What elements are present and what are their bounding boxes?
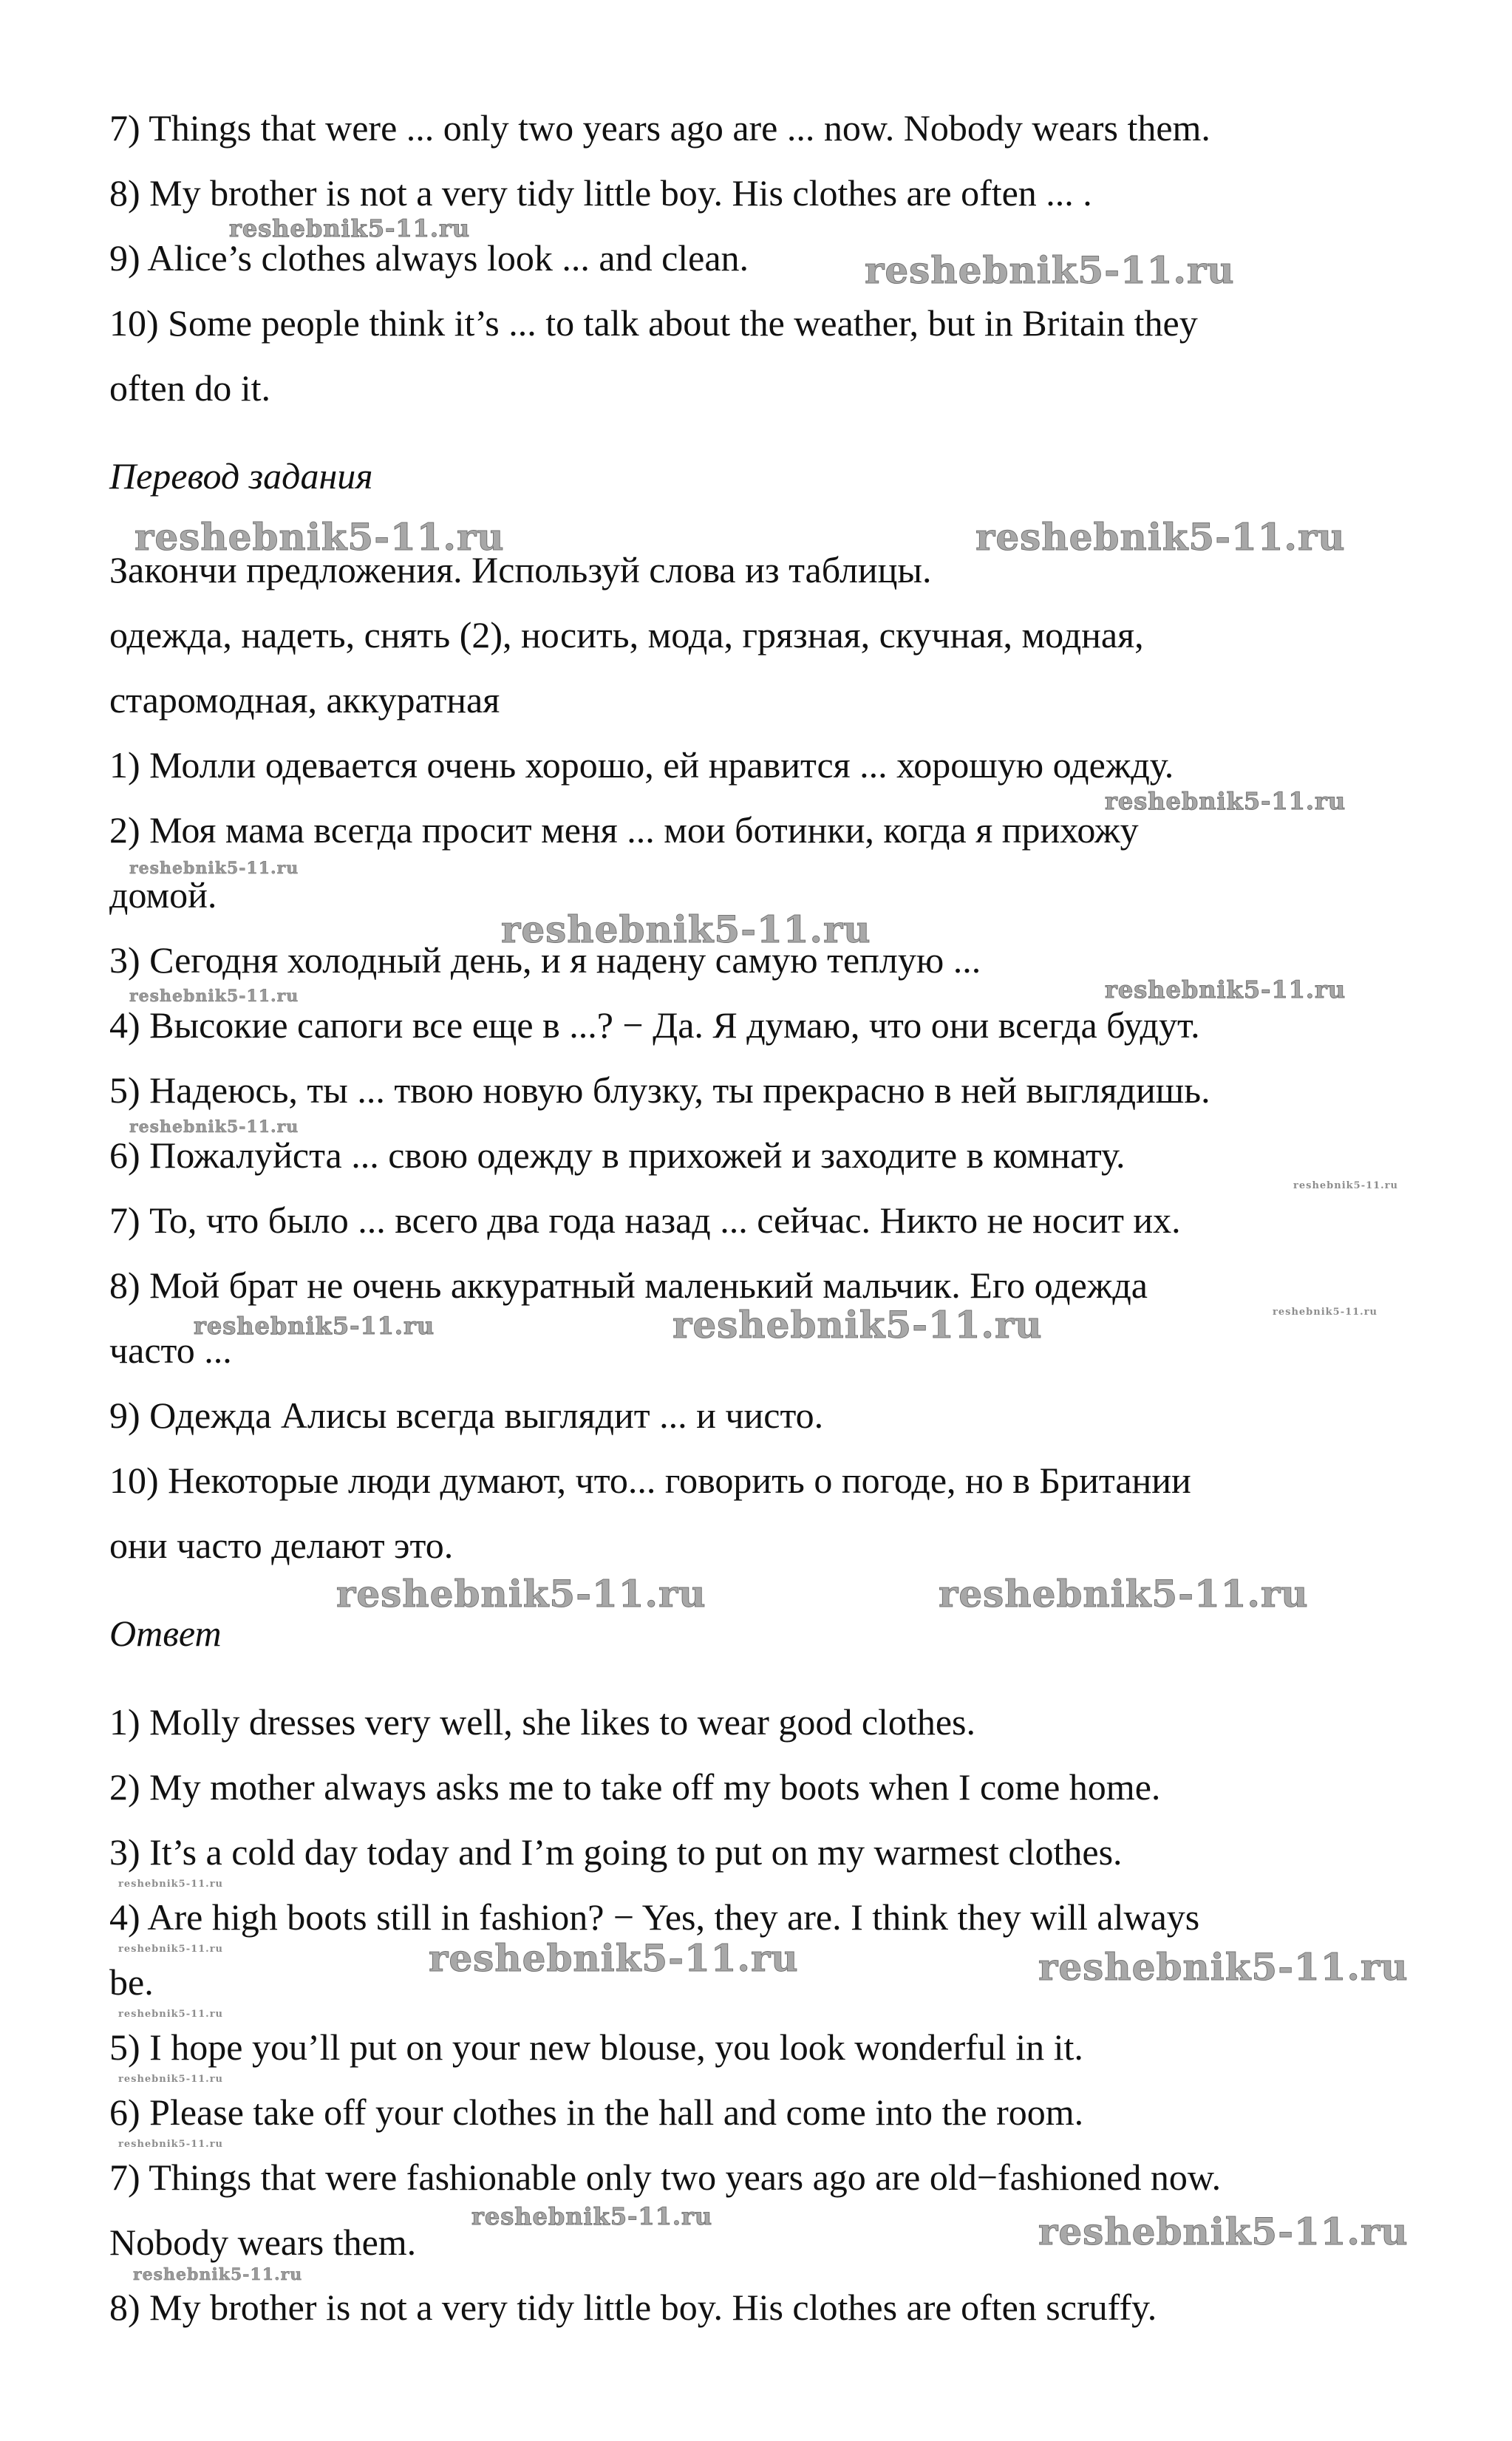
translation-line: 4) Высокие сапоги все еще в ...? − Да. Я думаю, что они всегда будут. — [109, 1004, 1200, 1046]
watermark: reshebnik5-11.ru — [975, 515, 1346, 559]
watermark: reshebnik5-11.ru — [129, 859, 299, 878]
watermark: reshebnik5-11.ru — [118, 1879, 224, 1890]
translation-words-line-2: старомодная, аккуратная — [109, 679, 500, 721]
answer-line: 4) Are high boots still in fashion? − Yes, they are. I think they will always — [109, 1896, 1200, 1938]
exercise-line-10-cont: often do it. — [109, 367, 271, 409]
watermark: reshebnik5-11.ru — [336, 1572, 706, 1616]
translation-line: 6) Пожалуйста ... свою одежду в прихожей и заходите в комнату. — [109, 1134, 1126, 1176]
answer-line: 2) My mother always asks me to take off my boots when I come home. — [109, 1766, 1161, 1808]
exercise-line-9: 9) Alice’s clothes always look ... and clean. — [109, 237, 749, 279]
translation-line: 3) Сегодня холодный день, и я надену самую теплую ... — [109, 939, 981, 981]
translation-words-line-1: одежда, надеть, снять (2), носить, мода, грязная, скучная, модная, — [109, 614, 1144, 656]
watermark: reshebnik5-11.ru — [501, 908, 871, 951]
exercise-line-8: 8) My brother is not a very tidy little boy. His clothes are often ... . — [109, 172, 1092, 214]
answer-line: 8) My brother is not a very tidy little boy. His clothes are often scruffy. — [109, 2287, 1157, 2328]
watermark: reshebnik5-11.ru — [672, 1303, 1043, 1347]
translation-line: 10) Некоторые люди думают, что... говорить о погоде, но в Британии — [109, 1460, 1191, 1501]
watermark: reshebnik5-11.ru — [133, 2265, 303, 2284]
watermark: reshebnik5-11.ru — [1105, 976, 1346, 1004]
translation-line: часто ... — [109, 1330, 232, 1371]
exercise-line-10: 10) Some people think it’s ... to talk about the weather, but in Britain they — [109, 302, 1198, 344]
answer-line: be. — [109, 1961, 154, 2003]
watermark: reshebnik5-11.ru — [118, 2074, 224, 2085]
watermark: reshebnik5-11.ru — [129, 1117, 299, 1137]
translation-line: 2) Моя мама всегда просит меня ... мои ботинки, когда я прихожу — [109, 809, 1139, 851]
translation-line: 9) Одежда Алисы всегда выглядит ... и чисто. — [109, 1395, 824, 1436]
translation-line: домой. — [109, 874, 217, 916]
watermark: reshebnik5-11.ru — [129, 987, 299, 1006]
watermark: reshebnik5-11.ru — [1293, 1180, 1399, 1191]
translation-line: 7) То, что было ... всего два года назад ... сейчас. Никто не носит их. — [109, 1199, 1181, 1241]
answer-line: Nobody wears them. — [109, 2222, 417, 2263]
watermark: reshebnik5-11.ru — [939, 1572, 1309, 1616]
watermark: reshebnik5-11.ru — [471, 2202, 713, 2230]
watermark: reshebnik5-11.ru — [118, 2139, 224, 2150]
answer-line: 3) It’s a cold day today and I’m going to put on my warmest clothes. — [109, 1831, 1123, 1873]
watermark: reshebnik5-11.ru — [1038, 1945, 1409, 1989]
watermark: reshebnik5-11.ru — [118, 2009, 224, 2020]
translation-line: 1) Молли одевается очень хорошо, ей нравится ... хорошую одежду. — [109, 744, 1174, 786]
translation-line: они часто делают это. — [109, 1525, 454, 1566]
answer-line: 5) I hope you’ll put on your new blouse, you look wonderful in it. — [109, 2026, 1083, 2068]
answer-line: 7) Things that were fashionable only two years ago are old−fashioned now. — [109, 2156, 1222, 2198]
watermark: reshebnik5-11.ru — [194, 1312, 435, 1340]
watermark: reshebnik5-11.ru — [429, 1936, 799, 1980]
answer-line: 1) Molly dresses very well, she likes to wear good clothes. — [109, 1701, 975, 1743]
translation-line: 8) Мой брат не очень аккуратный маленький мальчик. Его одежда — [109, 1264, 1148, 1306]
watermark: reshebnik5-11.ru — [1038, 2210, 1409, 2253]
watermark: reshebnik5-11.ru — [865, 248, 1235, 292]
watermark: reshebnik5-11.ru — [1273, 1307, 1378, 1318]
exercise-line-7: 7) Things that were ... only two years ago are ... now. Nobody wears them. — [109, 107, 1210, 149]
translation-line: 5) Надеюсь, ты ... твою новую блузку, ты прекрасно в ней выглядишь. — [109, 1069, 1210, 1111]
translation-instruction: Закончи предложения. Используй слова из таблицы. — [109, 549, 932, 590]
answer-heading: Ответ — [109, 1613, 222, 1654]
watermark: reshebnik5-11.ru — [1105, 787, 1346, 815]
watermark: reshebnik5-11.ru — [118, 1944, 224, 1955]
watermark: reshebnik5-11.ru — [229, 214, 471, 242]
translation-heading: Перевод задания — [109, 455, 373, 497]
answer-line: 6) Please take off your clothes in the hall and come into the room. — [109, 2091, 1084, 2133]
watermark: reshebnik5-11.ru — [134, 515, 505, 559]
